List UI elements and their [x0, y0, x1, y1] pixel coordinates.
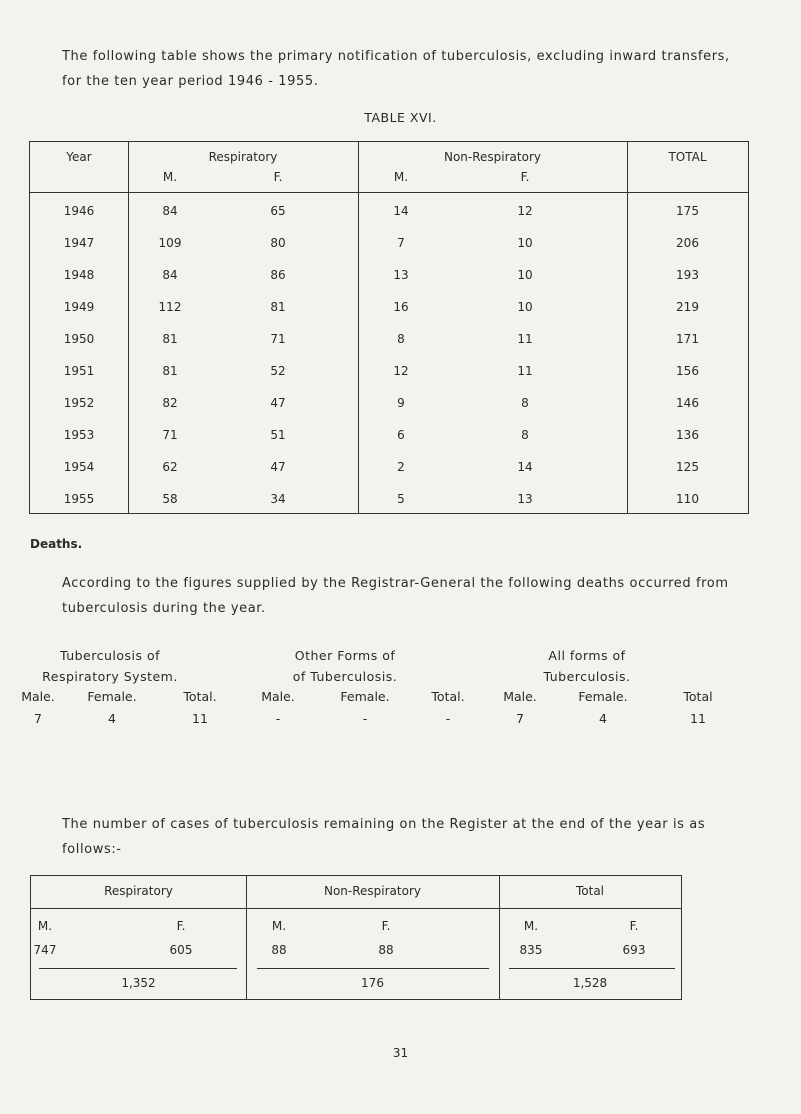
- reg-non-sum: 176: [361, 976, 384, 990]
- deaths-col-value: 4: [108, 711, 116, 726]
- table-cell-rm: 58: [162, 492, 178, 506]
- table-cell-nf: 12: [517, 204, 533, 218]
- reg-col-total: Total: [575, 884, 605, 898]
- reg-non-f: 88: [378, 943, 394, 957]
- table-cell-rm: 112: [158, 300, 182, 314]
- table-cell-total: 136: [676, 428, 699, 442]
- table-cell-year: 1955: [63, 492, 95, 506]
- deaths-group-respiratory: [20, 645, 200, 687]
- register-paragraph: The number of cases of tuberculosis remaining on the Register at the end of the year is as follows:-: [62, 817, 706, 857]
- table-cell-rm: 62: [162, 460, 178, 474]
- deaths-col-label: Total.: [431, 689, 465, 704]
- deaths-col-value: 4: [599, 711, 607, 726]
- reg-tot-m-label: M.: [523, 919, 539, 933]
- deaths-col-value: -: [445, 711, 451, 726]
- reg-col-non-respiratory: Non-Respiratory: [323, 884, 421, 898]
- table-cell-nm: 6: [397, 428, 405, 442]
- table-cell-rf: 51: [270, 428, 286, 442]
- table-cell-nf: 10: [517, 268, 533, 282]
- reg-tot-m: 835: [519, 943, 543, 957]
- col-resp-f: F.: [273, 170, 283, 184]
- deaths-group-other: [255, 645, 435, 687]
- deaths-col-label: Female.: [578, 689, 628, 704]
- col-non-m: M.: [393, 170, 409, 184]
- col-non-respiratory: Non-Respiratory: [443, 150, 541, 164]
- table-cell-rf: 81: [270, 300, 286, 314]
- deaths-col-label: Female.: [340, 689, 390, 704]
- notification-table: [29, 141, 749, 514]
- table-cell-year: 1949: [63, 300, 95, 314]
- group1-line1: Tuberculosis of: [59, 648, 161, 663]
- table-cell-rf: 34: [270, 492, 286, 506]
- reg-non-m-label: M.: [271, 919, 287, 933]
- reg-col-respiratory: Respiratory: [104, 884, 173, 898]
- col-respiratory: Respiratory: [208, 150, 278, 164]
- intro-paragraph: The following table shows the primary notification of tuberculosis, excluding inward transfers, for the ten year period 1946 - 1955.: [62, 49, 730, 89]
- table-cell-nm: 8: [397, 332, 405, 346]
- deaths-heading: Deaths.: [30, 537, 83, 551]
- table-cell-total: 171: [676, 332, 699, 346]
- table-cell-nf: 13: [517, 492, 533, 506]
- table-cell-total: 206: [676, 236, 699, 250]
- table-cell-nm: 16: [393, 300, 409, 314]
- table-cell-rm: 71: [162, 428, 178, 442]
- table-cell-nf: 8: [521, 428, 529, 442]
- reg-resp-m: 747: [33, 943, 57, 957]
- reg-resp-m-label: M.: [37, 919, 53, 933]
- reg-resp-sum: 1,352: [121, 976, 156, 990]
- reg-tot-f: 693: [622, 943, 646, 957]
- table-cell-total: 146: [676, 396, 699, 410]
- col-year: Year: [66, 150, 92, 164]
- deaths-col-label: Total.: [183, 689, 217, 704]
- table-cell-nf: 14: [517, 460, 533, 474]
- deaths-col-label: Male.: [21, 689, 55, 704]
- deaths-col-label: Male.: [261, 689, 295, 704]
- table-cell-rm: 109: [158, 236, 182, 250]
- reg-non-f-label: F.: [381, 919, 391, 933]
- deaths-col-label: Female.: [87, 689, 137, 704]
- table-cell-rm: 81: [162, 364, 178, 378]
- table-cell-year: 1953: [63, 428, 95, 442]
- deaths-col-label: Male.: [503, 689, 537, 704]
- table-title: TABLE XVI.: [364, 110, 437, 125]
- table-cell-rf: 47: [270, 460, 286, 474]
- reg-resp-f: 605: [169, 943, 193, 957]
- table-cell-year: 1948: [63, 268, 95, 282]
- table-cell-rf: 52: [270, 364, 286, 378]
- table-cell-nm: 9: [397, 396, 405, 410]
- table-cell-total: 156: [676, 364, 699, 378]
- table-cell-year: 1950: [63, 332, 95, 346]
- deaths-col-label: Total: [683, 689, 713, 704]
- deaths-col-value: -: [275, 711, 281, 726]
- register-table: [30, 875, 682, 1000]
- col-non-f: F.: [520, 170, 530, 184]
- table-cell-year: 1947: [63, 236, 95, 250]
- table-cell-total: 175: [676, 204, 699, 218]
- deaths-paragraph: According to the figures supplied by the Registrar-General the following deaths occurred from tuberculosis during the year.: [62, 576, 729, 616]
- group3-line2: Tuberculosis.: [543, 669, 631, 684]
- reg-tot-sum: 1,528: [572, 976, 608, 990]
- table-cell-nm: 14: [393, 204, 409, 218]
- table-cell-year: 1952: [63, 396, 95, 410]
- table-cell-nm: 5: [397, 492, 405, 506]
- table-cell-nf: 11: [517, 364, 533, 378]
- table-cell-year: 1954: [63, 460, 95, 474]
- table-cell-total: 219: [676, 300, 699, 314]
- group2-line1: Other Forms of: [294, 648, 396, 663]
- table-cell-nm: 7: [397, 236, 405, 250]
- table-cell-rf: 47: [270, 396, 286, 410]
- table-cell-rm: 84: [162, 204, 178, 218]
- deaths-col-value: 11: [690, 711, 706, 726]
- table-cell-rm: 82: [162, 396, 178, 410]
- table-cell-nm: 12: [393, 364, 409, 378]
- table-cell-rf: 80: [270, 236, 286, 250]
- deaths-group-all: [497, 645, 677, 687]
- table-cell-nm: 13: [393, 268, 409, 282]
- col-resp-m: M.: [162, 170, 178, 184]
- table-cell-year: 1946: [63, 204, 95, 218]
- deaths-col-value: 7: [34, 711, 42, 726]
- reg-resp-f-label: F.: [176, 919, 186, 933]
- deaths-col-value: -: [362, 711, 368, 726]
- deaths-col-value: 7: [516, 711, 524, 726]
- table-cell-rf: 65: [270, 204, 286, 218]
- reg-non-m: 88: [271, 943, 287, 957]
- table-cell-total: 110: [676, 492, 699, 506]
- group2-line2: of Tuberculosis.: [292, 669, 398, 684]
- table-cell-rf: 86: [270, 268, 286, 282]
- col-total: TOTAL: [668, 150, 707, 164]
- page-number: 31: [392, 1046, 409, 1060]
- group3-line1: All forms of: [548, 648, 626, 663]
- table-cell-nf: 10: [517, 300, 533, 314]
- table-cell-total: 193: [676, 268, 699, 282]
- table-cell-rm: 81: [162, 332, 178, 346]
- table-cell-nf: 8: [521, 396, 529, 410]
- table-cell-rm: 84: [162, 268, 178, 282]
- table-cell-nm: 2: [397, 460, 405, 474]
- table-cell-nf: 11: [517, 332, 533, 346]
- group1-line2: Respiratory System.: [42, 669, 178, 684]
- table-cell-rf: 71: [270, 332, 286, 346]
- table-cell-year: 1951: [63, 364, 95, 378]
- table-cell-nf: 10: [517, 236, 533, 250]
- table-cell-total: 125: [676, 460, 699, 474]
- reg-tot-f-label: F.: [629, 919, 639, 933]
- deaths-col-value: 11: [192, 711, 208, 726]
